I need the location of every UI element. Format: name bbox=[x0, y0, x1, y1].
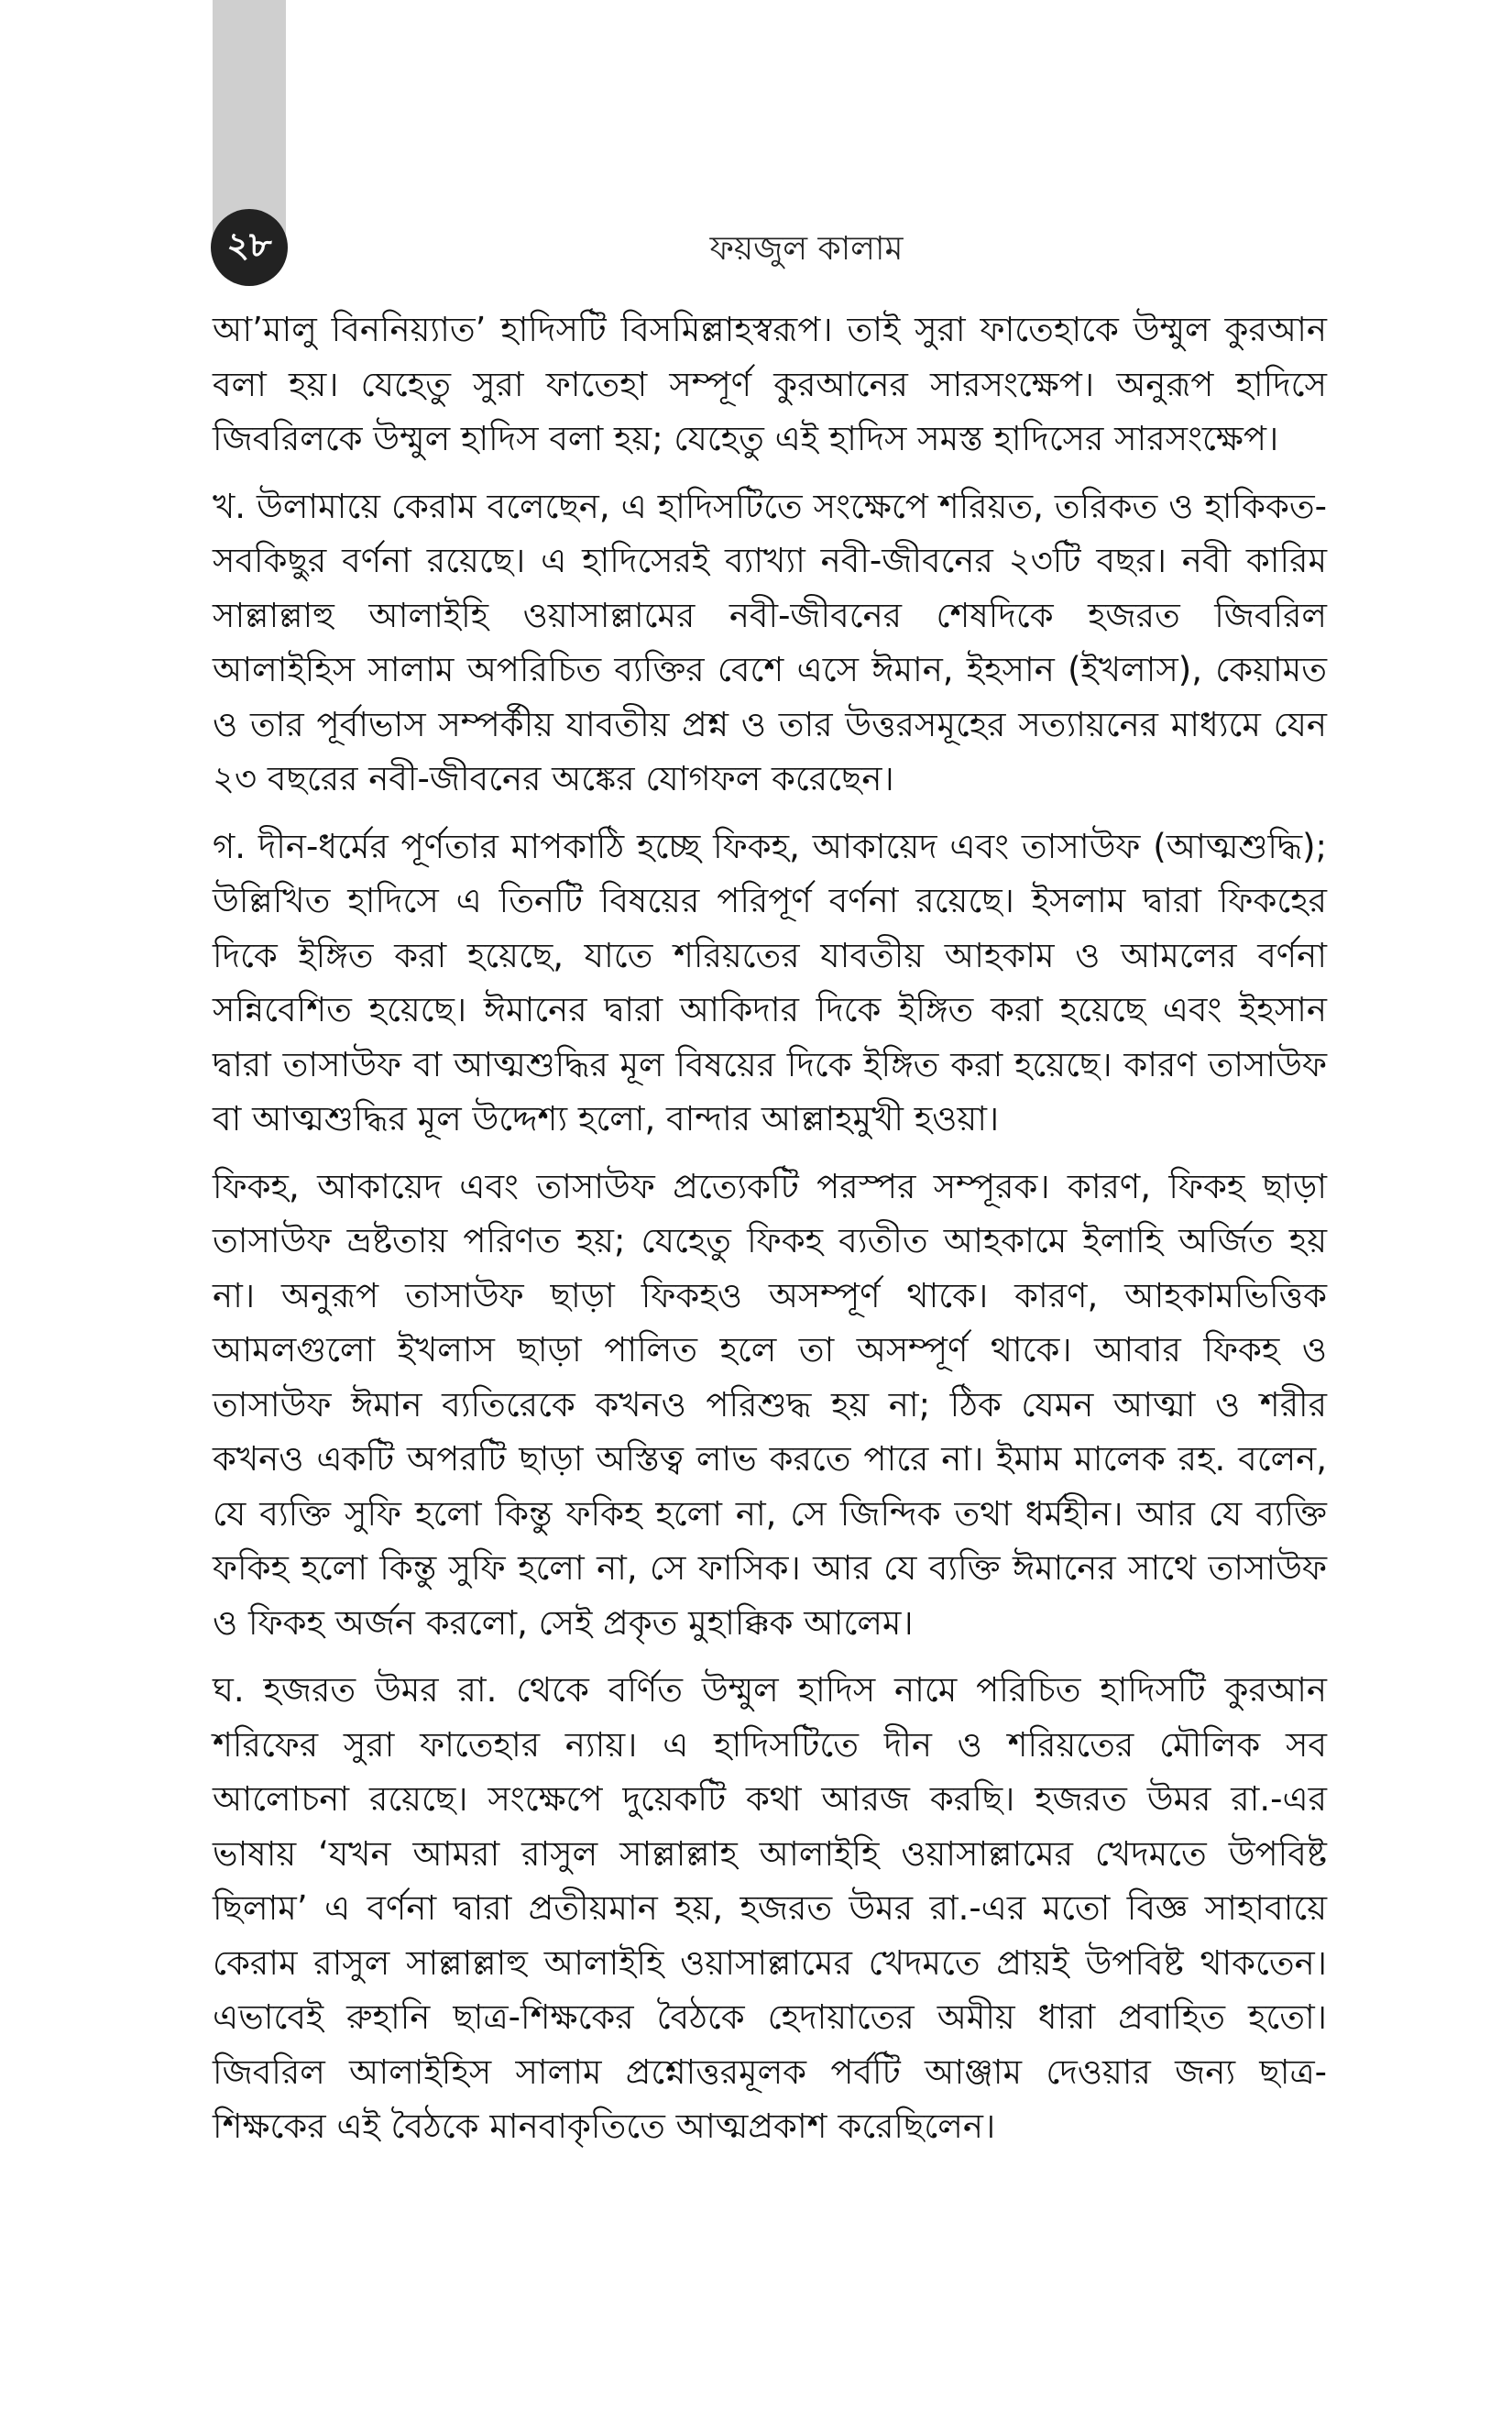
running-header: ফয়জুল কালাম bbox=[709, 230, 904, 268]
body-text bbox=[213, 302, 1327, 2167]
paragraph-1: আ’মালু বিননিয়্যাত’ হাদিসটি বিসমিল্লাহস্বরূপ। তাই সুরা ফাতেহাকে উম্মুল কুরআন বলা হয়। যেহেতু সুরা ফাতেহা সম্পূর্ণ কুরআনের সারসংক্ষেপ। অনুরূপ হাদিসে জিবরিলকে উম্মুল হাদিস বলা হয়; যেহেতু এই হাদিস সমস্ত হাদিসের সারসংক্ষেপ। bbox=[213, 310, 1327, 458]
paragraph-5: ঘ. হজরত উমর রা. থেকে বর্ণিত উম্মুল হাদিস নামে পরিচিত হাদিসটি কুরআন শরিফের সুরা ফাতেহার ন্যায়। এ হাদিসটিতে দীন ও শরিয়তের মৌলিক সব আলোচনা রয়েছে। সংক্ষেপে দুয়েকটি কথা আরজ করছি। হজরত উমর রা.-এর ভাষায় ‘যখন আমরা রাসুল সাল্লাল্লাহ আলাইহি ওয়াসাল্লামের খেদমতে উপবিষ্ট ছিলাম’ এ বর্ণনা দ্বারা প্রতীয়মান হয়, হজরত উমর রা.-এর মতো বিজ্ঞ সাহাবায়ে কেরাম রাসুল সাল্লাল্লাহু আলাইহি ওয়াসাল্লামের খেদমতে প্রায়ই উপবিষ্ট থাকতেন। এভাবেই রুহানি ছাত্র-শিক্ষকের বৈঠকে হেদায়াতের অমীয় ধারা প্রবাহিত হতো। জিবরিল আলাইহিস সালাম প্রশ্নোত্তরমূলক পর্বটি আঞ্জাম দেওয়ার জন্য ছাত্র-শিক্ষকের এই বৈঠকে মানবাকৃতিতে আত্মপ্রকাশ করেছিলেন। bbox=[213, 1670, 1327, 2146]
paragraph-2: খ. উলামায়ে কেরাম বলেছেন, এ হাদিসটিতে সংক্ষেপে শরিয়ত, তরিকত ও হাকিকত-সবকিছুর বর্ণনা রয়েছে। এ হাদিসেরই ব্যাখ্যা নবী-জীবনের ২৩টি বছর। নবী কারিম সাল্লাল্লাহু আলাইহি ওয়াসাল্লামের নবী-জীবনের শেষদিকে হজরত জিবরিল আলাইহিস সালাম অপরিচিত ব্যক্তির বেশে এসে ঈমান, ইহসান (ইখলাস), কেয়ামত ও তার পূর্বাভাস সম্পর্কীয় যাবতীয় প্রশ্ন ও তার উত্তরসমূহের সত্যায়নের মাধ্যমে যেন ২৩ বছরের নবী-জীবনের অঙ্কের যোগফল করেছেন। bbox=[213, 486, 1327, 798]
side-tab bbox=[213, 0, 286, 236]
paragraph-3: গ. দীন-ধর্মের পূর্ণতার মাপকাঠি হচ্ছে ফিকহ, আকায়েদ এবং তাসাউফ (আত্মশুদ্ধি); উল্লিখিত হাদিসে এ তিনটি বিষয়ের পরিপূর্ণ বর্ণনা রয়েছে। ইসলাম দ্বারা ফিকহের দিকে ইঙ্গিত করা হয়েছে, যাতে শরিয়তের যাবতীয় আহকাম ও আমলের বর্ণনা সন্নিবেশিত হয়েছে। ঈমানের দ্বারা আকিদার দিকে ইঙ্গিত করা হয়েছে এবং ইহসান দ্বারা তাসাউফ বা আত্মশুদ্ধির মূল বিষয়ের দিকে ইঙ্গিত করা হয়েছে। কারণ তাসাউফ বা আত্মশুদ্ধির মূল উদ্দেশ্য হলো, বান্দার আল্লাহমুখী হওয়া। bbox=[213, 826, 1327, 1138]
paragraph-4: ফিকহ, আকায়েদ এবং তাসাউফ প্রত্যেকটি পরস্পর সম্পূরক। কারণ, ফিকহ ছাড়া তাসাউফ ভ্রষ্টতায় পরিণত হয়; যেহেতু ফিকহ ব্যতীত আহকামে ইলাহি অর্জিত হয় না। অনুরূপ তাসাউফ ছাড়া ফিকহও অসম্পূর্ণ থাকে। কারণ, আহকামভিত্তিক আমলগুলো ইখলাস ছাড়া পালিত হলে তা অসম্পূর্ণ থাকে। আবার ফিকহ ও তাসাউফ ঈমান ব্যতিরেকে কখনও পরিশুদ্ধ হয় না; ঠিক যেমন আত্মা ও শরীর কখনও একটি অপরটি ছাড়া অস্তিত্ব লাভ করতে পারে না। ইমাম মালেক রহ. বলেন, যে ব্যক্তি সুফি হলো কিন্তু ফকিহ হলো না, সে জিন্দিক তথা ধর্মহীন। আর যে ব্যক্তি ফকিহ হলো কিন্তু সুফি হলো না, সে ফাসিক। আর যে ব্যক্তি ঈমানের সাথে তাসাউফ ও ফিকহ অর্জন করলো, সেই প্রকৃত মুহাক্কিক আলেম। bbox=[213, 1166, 1327, 1643]
page-number-badge bbox=[211, 209, 288, 286]
page-number: ২৮ bbox=[226, 225, 272, 265]
